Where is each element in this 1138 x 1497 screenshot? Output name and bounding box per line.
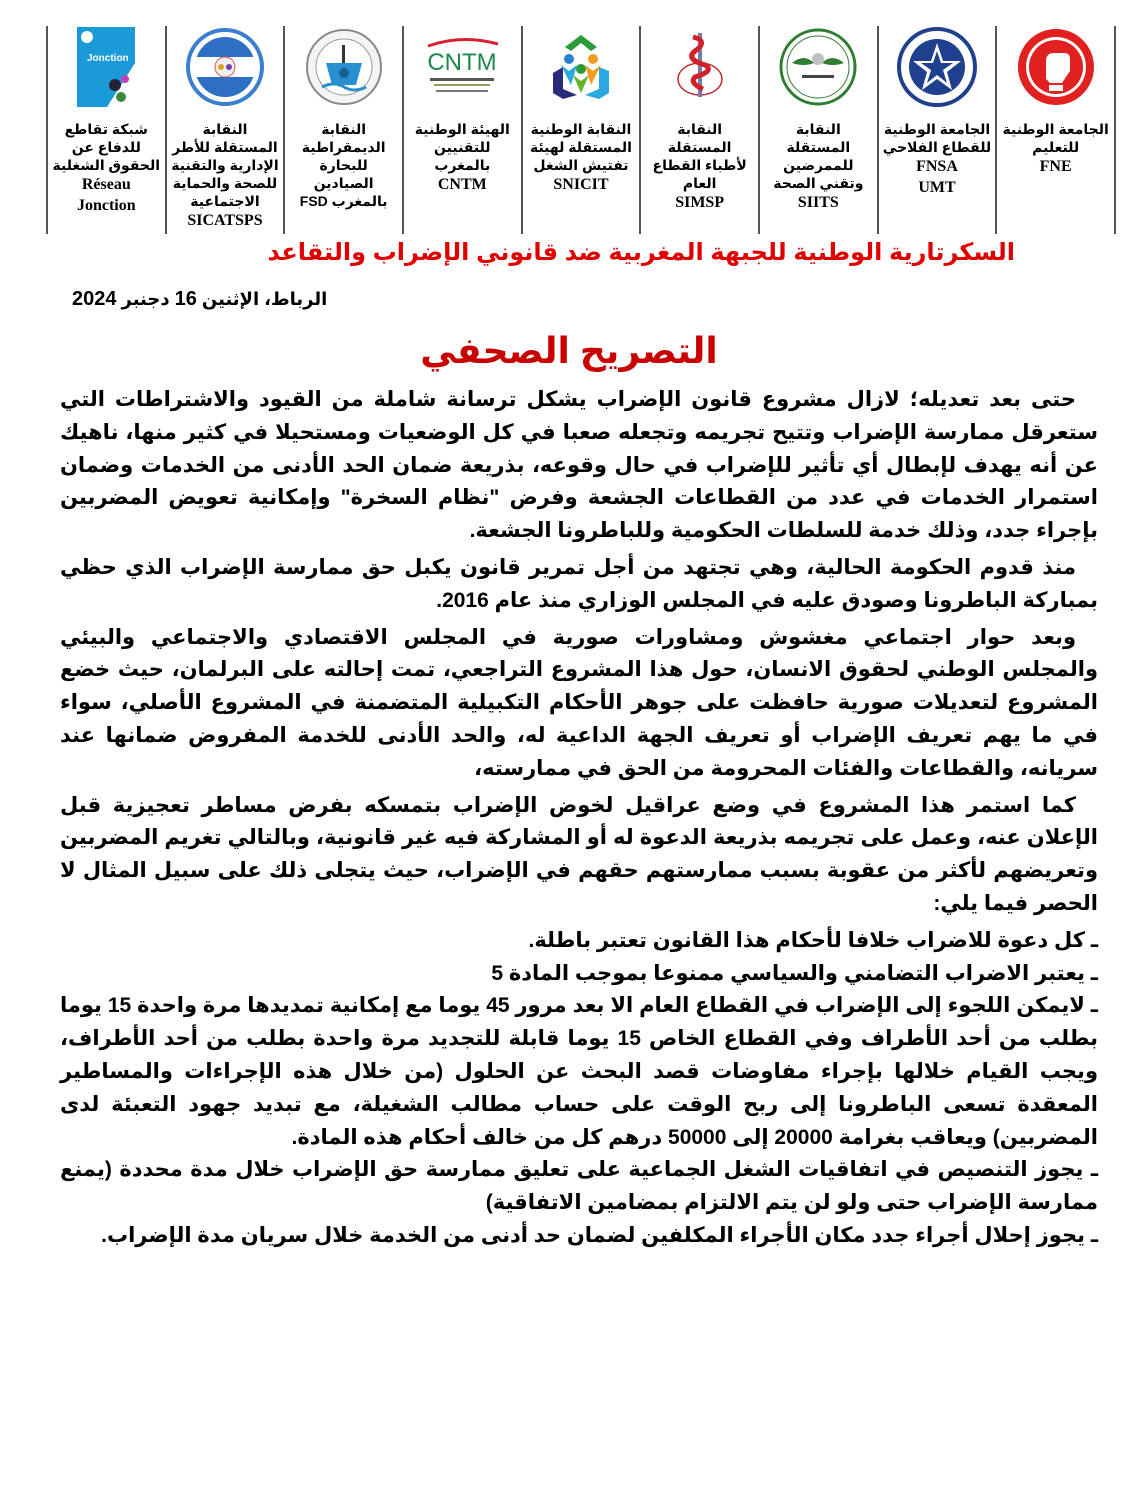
org-name: شبكة تقاطع للدفاع عن الحقوق الشغلية [52,121,161,173]
simsp-caduceus-logo-icon [657,28,743,106]
cntm-text-logo-icon [419,28,505,106]
org-name: النقابة المستقلة للأطر الإدارية والتقنية للصحة والحماية الاجتماعية [171,121,279,209]
org-name: الجامعة الوطنية للقطاع الفلاحي [882,121,992,155]
bullet-item: ـ يعتبر الاضراب التضامني والسياسي ممنوعا بموجب المادة 5 [491,961,1098,985]
dateline-month: دجنبر [121,289,170,309]
org-name: النقابة المستقلة لأطباء القطاع العام [652,121,747,191]
org-name: الهيئة الوطنية للتقنيين بالمغرب [414,121,510,173]
org-abbr: FNSA [916,158,958,175]
bullet-item: ـ يجوز التنصيص في اتفاقيات الشغل الجماعية على تعليق ممارسة حق الإضراب خلال مدة محددة (يمنع ممارسة الإضراب حتى ولو لن يتم الالتزام بمضامين الاتفاقية) [60,1158,1098,1215]
paragraph: وبعد حوار اجتماعي مغشوش ومشاورات صورية في المجلس الاقتصادي والاجتماعي والبيئي والمجلس الوطني لحقوق الانسان، حول هذا المشروع التراجعي، تمت إحالته على البرلمان، حيث خضع المشروع لتعديلات صورية حافظت على جوهر الأحكام التكبيلية المتضمنة في المشروع الأصلي، سواء في ما يهم تعريف الإضراب أو تعريف الجهة الداعية له، والحد الأدنى للخدمة المفروض ضمانها عند سريانه، والقطاعات والفئات المحرومة من الحق في ممارسته، [60,625,1098,780]
bullet-item: ـ لايمكن اللجوء إلى الإضراب في القطاع العام الا بعد مرور 45 يوما مع إمكانية تمديدها مرة واحدة 15 يوما بطلب من أحد الأطراف وفي القطاع الخاص 15 يوما قابلة للتجديد مرة واحدة بطلب من أحد الأطراف، ويجب القيام خلالها بإجراء مفاوضات قصد البحث عن الحلول (من خلال هذه الإجراءات والمساطير المعقدة تسعى الباطرونا إلى ربح الوقت على حساب مطالب الشغيلة، مع تبديد جهود التعبئة لدى المضربين) ويعاقب بغرامة 20000 إلى 50000 درهم كل من خالف أحكام هذه المادة. [60,994,1099,1149]
paragraph: كما استمر هذا المشروع في وضع عراقيل لخوض الإضراب بتمسكه بفرض مساطر تعجيزية قبل الإعلان عنه، وعمل على تجريمه بذريعة الدعوة له أو المشاركة فيه غير قانونية، وبالتالي تغريم المضربين وتعريضهم لأكثر من عقوبة بسبب ممارستهم حقهم في الإضراب، حيث يتجلى ذلك على سبيل المثال لا الحصر فيما يلي: [60,793,1098,915]
org-abbr-2: Jonction [76,197,136,214]
org-abbr-2: UMT [918,179,956,196]
org-abbr: Réseau [81,176,131,193]
paragraph: منذ قدوم الحكومة الحالية، وهي تجتهد من أجل تمرير قانون يكبل حق ممارسة الإضراب الذي حظي بمباركة الباطرونا وصودق عليه في المجلس الوزاري منذ عام 2016. [60,555,1098,612]
org-name: النقابة الديمقراطية للبحارة الصيادين بالمغرب FSD [299,121,388,209]
org-simsp [639,26,758,234]
sicatsps-circle-logo-icon [182,28,268,106]
dateline-prefix: الرباط، الإثنين [201,289,328,309]
org-abbr: SIITS [797,194,839,211]
org-name: الجامعة الوطنية للتعليم [1002,121,1109,155]
org-abbr: SICATSPS [187,212,263,229]
dateline-year: 2024 [72,288,117,310]
org-fnsa-umt [877,26,996,234]
org-cntm [402,26,521,234]
org-reseau-jonction [46,26,165,234]
dateline [72,288,327,311]
fsd-ship-logo-icon [301,28,387,106]
svg-text:Jonction: Jonction [87,53,129,64]
umt-star-logo-icon [894,28,980,106]
org-fne [995,26,1116,234]
org-abbr: FNE [1039,158,1072,175]
press-statement-body [60,384,1098,1253]
bullet-item: ـ يجوز إحلال أجراء جدد مكان الأجراء المكلفين لضمان حد أدنى من الخدمة خلال سريان مدة الإضراب. [101,1223,1098,1247]
org-fsd [283,26,402,234]
org-abbr: CNTM [437,176,487,193]
org-name: النقابة المستقلة للممرضين وتقني الصحة [773,121,864,191]
paragraph: حتى بعد تعديله؛ لازال مشروع قانون الإضراب يشكل ترسانة شاملة من القيود والاشتراطات التي ستعرقل ممارسة الإضراب وتتيح تجريمه وتجعله صعبا في كل الوضعيات ومستحيلا في كثير منها، ناهيك عن أنه يهدف لإبطال أي تأثير للإضراب في حال وقوعه، بذريعة ضمان الحد الأدنى من الخدمات وضمان استمرار الخدمات في عدد من القطاعات الجشعة وفرض "نظام السخرة" وإمكانية تعويض المضربين بإجراء جدد، وذلك خدمة للسلطات الحكومية وللباطرونا الجشعة. [60,388,1098,543]
siits-wings-logo-icon [775,28,861,106]
org-name: النقابة الوطنية المستقلة لهيئة تفتيش الشغل [529,121,632,173]
svg-text:CNTM: CNTM [427,49,497,76]
page-title: التصريح الصحفي [420,330,718,371]
jonction-poster-logo-icon [63,28,149,106]
org-sicatsps [165,26,284,234]
org-abbr: SIMSP [675,194,725,211]
org-snicit [521,26,640,234]
fne-fist-logo-icon [1013,28,1099,106]
org-abbr: SNICIT [553,176,609,193]
snicit-people-logo-icon [538,28,624,106]
organizations-logo-strip [46,26,1116,234]
bullet-item: ـ كل دعوة للاضراب خلافا لأحكام هذا القانون تعتبر باطلة. [528,928,1098,952]
org-siits [758,26,877,234]
dateline-day: 16 [174,288,197,310]
headline: السكرتارية الوطنية للجبهة المغربية ضد قانوني الإضراب والتقاعد [267,239,1015,266]
